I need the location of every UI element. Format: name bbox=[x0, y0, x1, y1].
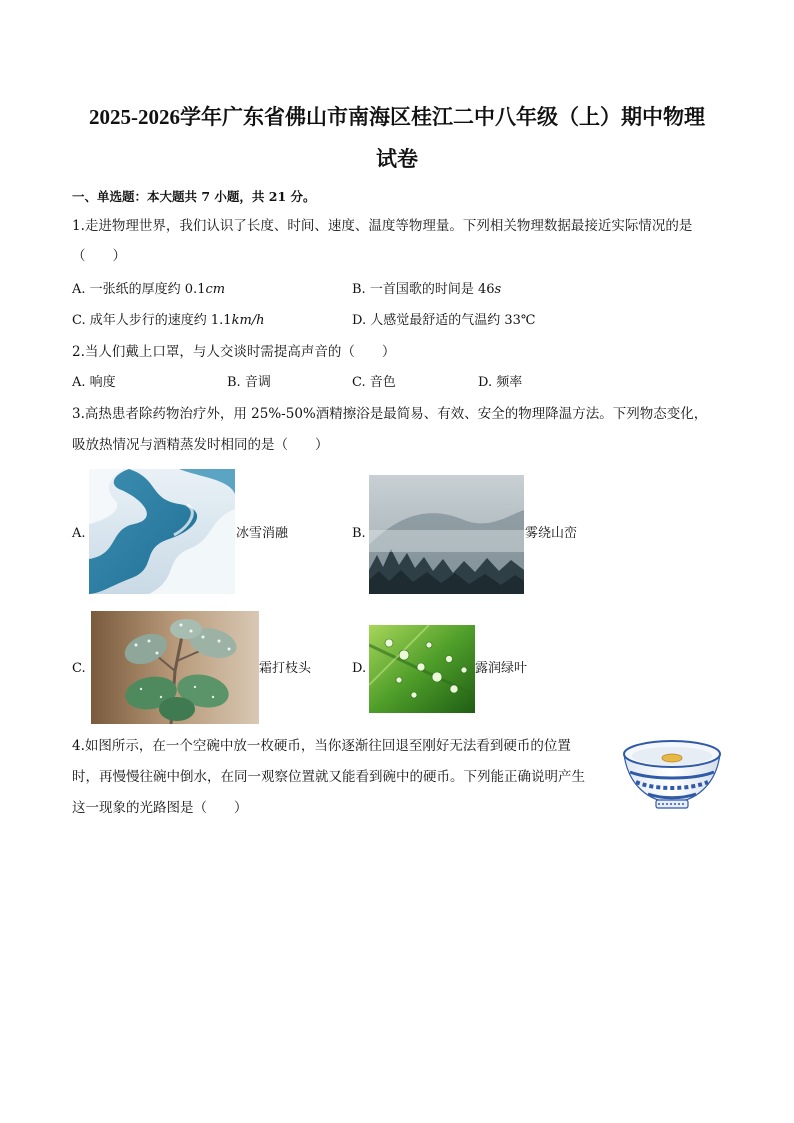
question-3-option-a-label: 冰雪消融 bbox=[236, 526, 289, 541]
bowl-with-coin-image bbox=[620, 736, 724, 814]
question-3-option-b-label: 雾绕山峦 bbox=[525, 526, 578, 541]
question-2-option-d: D. 频率 bbox=[478, 375, 523, 390]
question-3-option-a-letter: A. bbox=[72, 526, 86, 541]
exam-title-line2: 试卷 bbox=[376, 147, 418, 171]
foggy-mountain-image bbox=[369, 475, 524, 594]
question-4-stem-line1: 4.如图所示，在一个空碗中放一枚硬币，当你逐渐往回退至刚好无法看到硬币的位置 bbox=[72, 738, 571, 754]
question-1-option-b: B. 一首国歌的时间是 46s bbox=[352, 282, 502, 297]
frosted-leaves-image bbox=[91, 611, 259, 724]
question-1-paren: （ ） bbox=[72, 248, 126, 264]
question-3-option-d-letter: D. bbox=[352, 661, 367, 676]
question-3-stem-line1: 3.高热患者除药物治疗外，用 25%-50%酒精擦浴是最简易、有效、安全的物理降温方法。下列物态变化， bbox=[72, 406, 708, 422]
exam-title-line1: 2025-2026学年广东省佛山市南海区桂江二中八年级（上）期中物理 bbox=[89, 105, 705, 129]
question-4-stem-line3: 这一现象的光路图是（ ） bbox=[72, 800, 248, 816]
question-1-option-c: C. 成年人步行的速度约 1.1km/h bbox=[72, 313, 265, 328]
question-1-option-a: A. 一张纸的厚度约 0.1cm bbox=[72, 282, 226, 297]
dew-leaf-image bbox=[369, 625, 475, 713]
question-1-option-d: D. 人感觉最舒适的气温约 33℃ bbox=[352, 313, 536, 328]
question-2-option-a: A. 响度 bbox=[72, 375, 116, 390]
question-3-stem-line2: 吸放热情况与酒精蒸发时相同的是（ ） bbox=[72, 437, 329, 453]
question-3-option-c-label: 霜打枝头 bbox=[259, 661, 312, 676]
question-3-option-c-letter: C. bbox=[72, 661, 86, 676]
question-2-stem: 2.当人们戴上口罩，与人交谈时需提高声音的（ ） bbox=[72, 344, 396, 360]
question-3-option-b-letter: B. bbox=[352, 526, 366, 541]
question-2-option-b: B. 音调 bbox=[227, 375, 271, 390]
section-heading: 一、单选题：本大题共 7 小题，共 21 分。 bbox=[72, 189, 316, 204]
question-4-stem-line2: 时，再慢慢往碗中倒水，在同一观察位置就又能看到碗中的硬币。下列能正确说明产生 bbox=[72, 769, 585, 785]
question-1-stem: 1.走进物理世界，我们认识了长度、时间、速度、温度等物理量。下列相关物理数据最接近实际情况的是 bbox=[72, 218, 693, 234]
question-2-option-c: C. 音色 bbox=[352, 375, 396, 390]
question-3-option-d-label: 露润绿叶 bbox=[475, 661, 528, 676]
snow-melting-image bbox=[89, 469, 235, 594]
